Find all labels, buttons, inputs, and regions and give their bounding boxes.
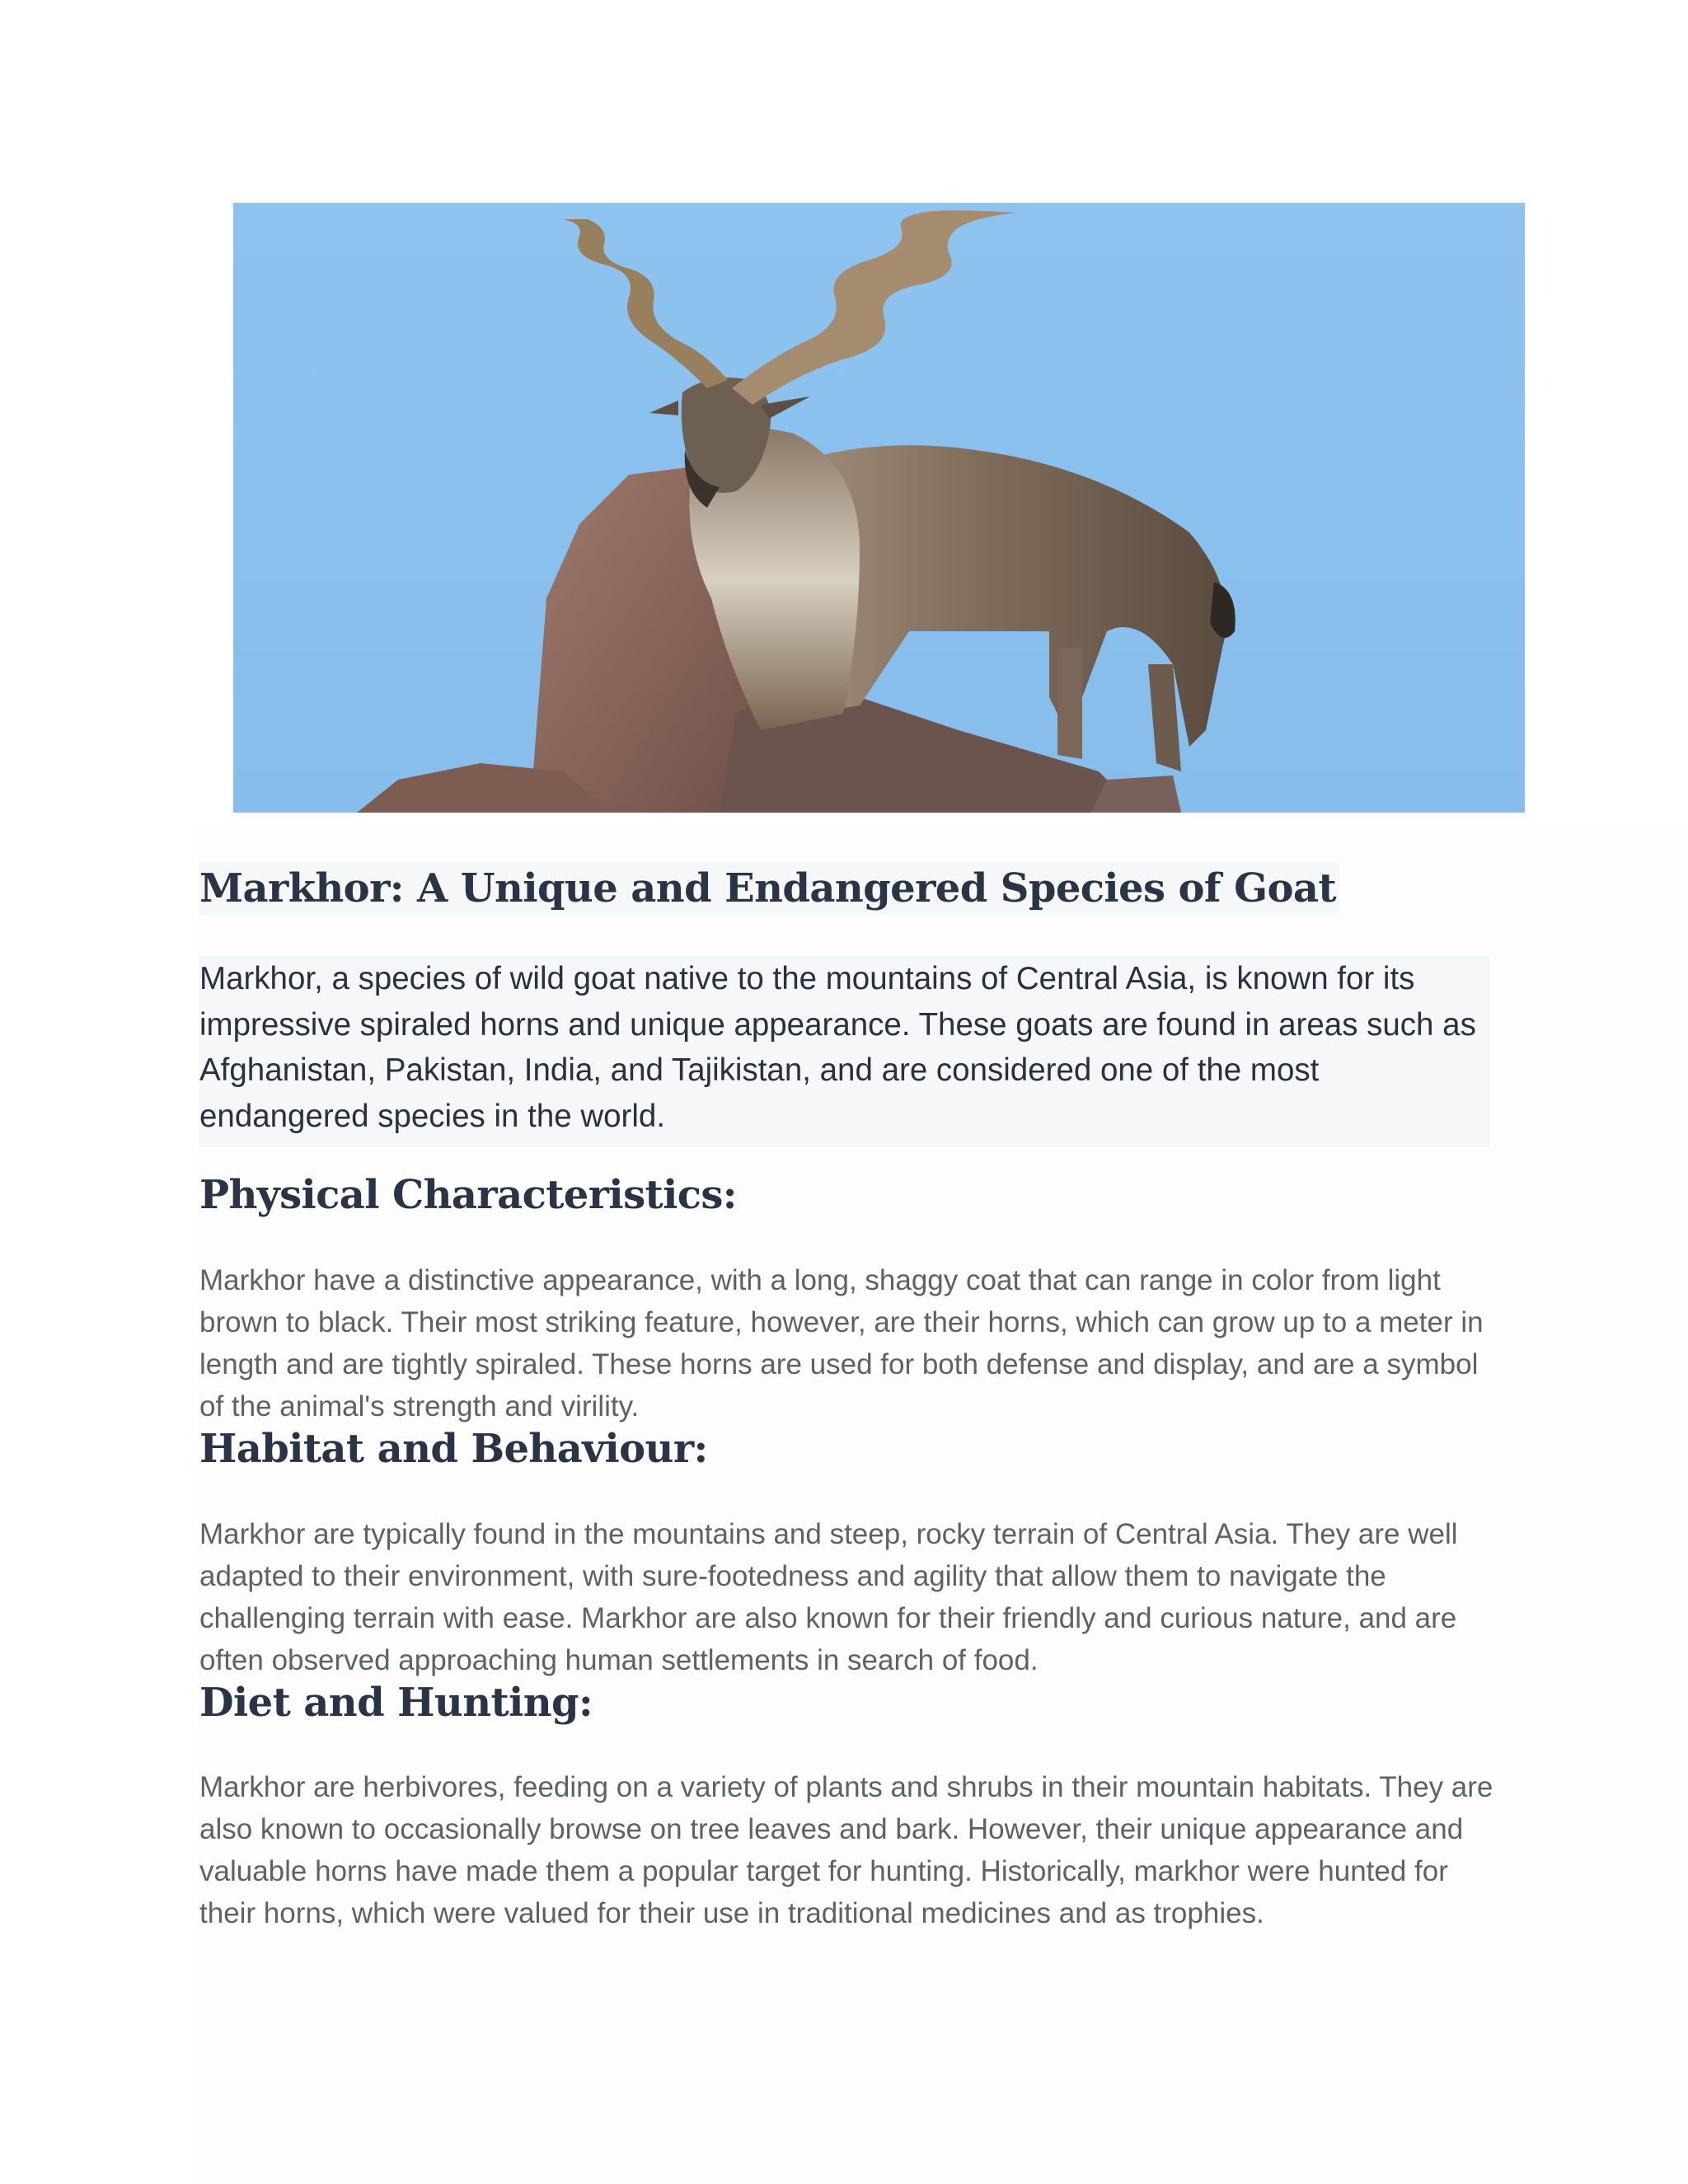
section-text-habitat-behaviour: Markhor are typically found in the mountains and steep, rocky terrain of Central Asia. They are well adapted to their environment, with sure-footedness and agility that allow them to navigate the challenging terrain with ease. Markhor are also known for their friendly and curious nature, and are often observed approaching human settlements in search of food.	[199, 1518, 1458, 1676]
section-heading-physical-characteristics: Physical Characteristics:	[199, 1172, 737, 1218]
section-heading-diet-hunting: Diet and Hunting:	[199, 1680, 593, 1726]
intro-paragraph: Markhor, a species of wild goat native to the mountains of Central Asia, is known for its impressive spiraled horns and unique appearance. These goats are found in areas such as Afghanistan, Pakistan, India, and Tajikistan, and are considered one of the most endangered species in the world.	[199, 956, 1490, 1147]
section-heading-habitat-behaviour: Habitat and Behaviour:	[199, 1426, 708, 1472]
section-text-diet-hunting: Markhor are herbivores, feeding on a variety of plants and shrubs in their mountain habitats. They are also known to occasionally browse on tree leaves and bark. However, their unique appearance and valuable horns have made them a popular target for hunting. Historically, markhor were hunted for their horns, which were valued for their use in traditional medicines and as trophies.	[199, 1771, 1493, 1929]
section-text-physical-characteristics: Markhor have a distinctive appearance, with a long, shaggy coat that can range in color from light brown to black. Their most striking feature, however, are their horns, which can grow up to a meter in length and are tightly spiraled. These horns are used for both defense and display, and are a symbol of the animal's strength and virility.	[199, 1264, 1484, 1422]
markhor-photo	[233, 203, 1525, 813]
article-title: Markhor: A Unique and Endangered Species of Goat	[199, 862, 1339, 915]
